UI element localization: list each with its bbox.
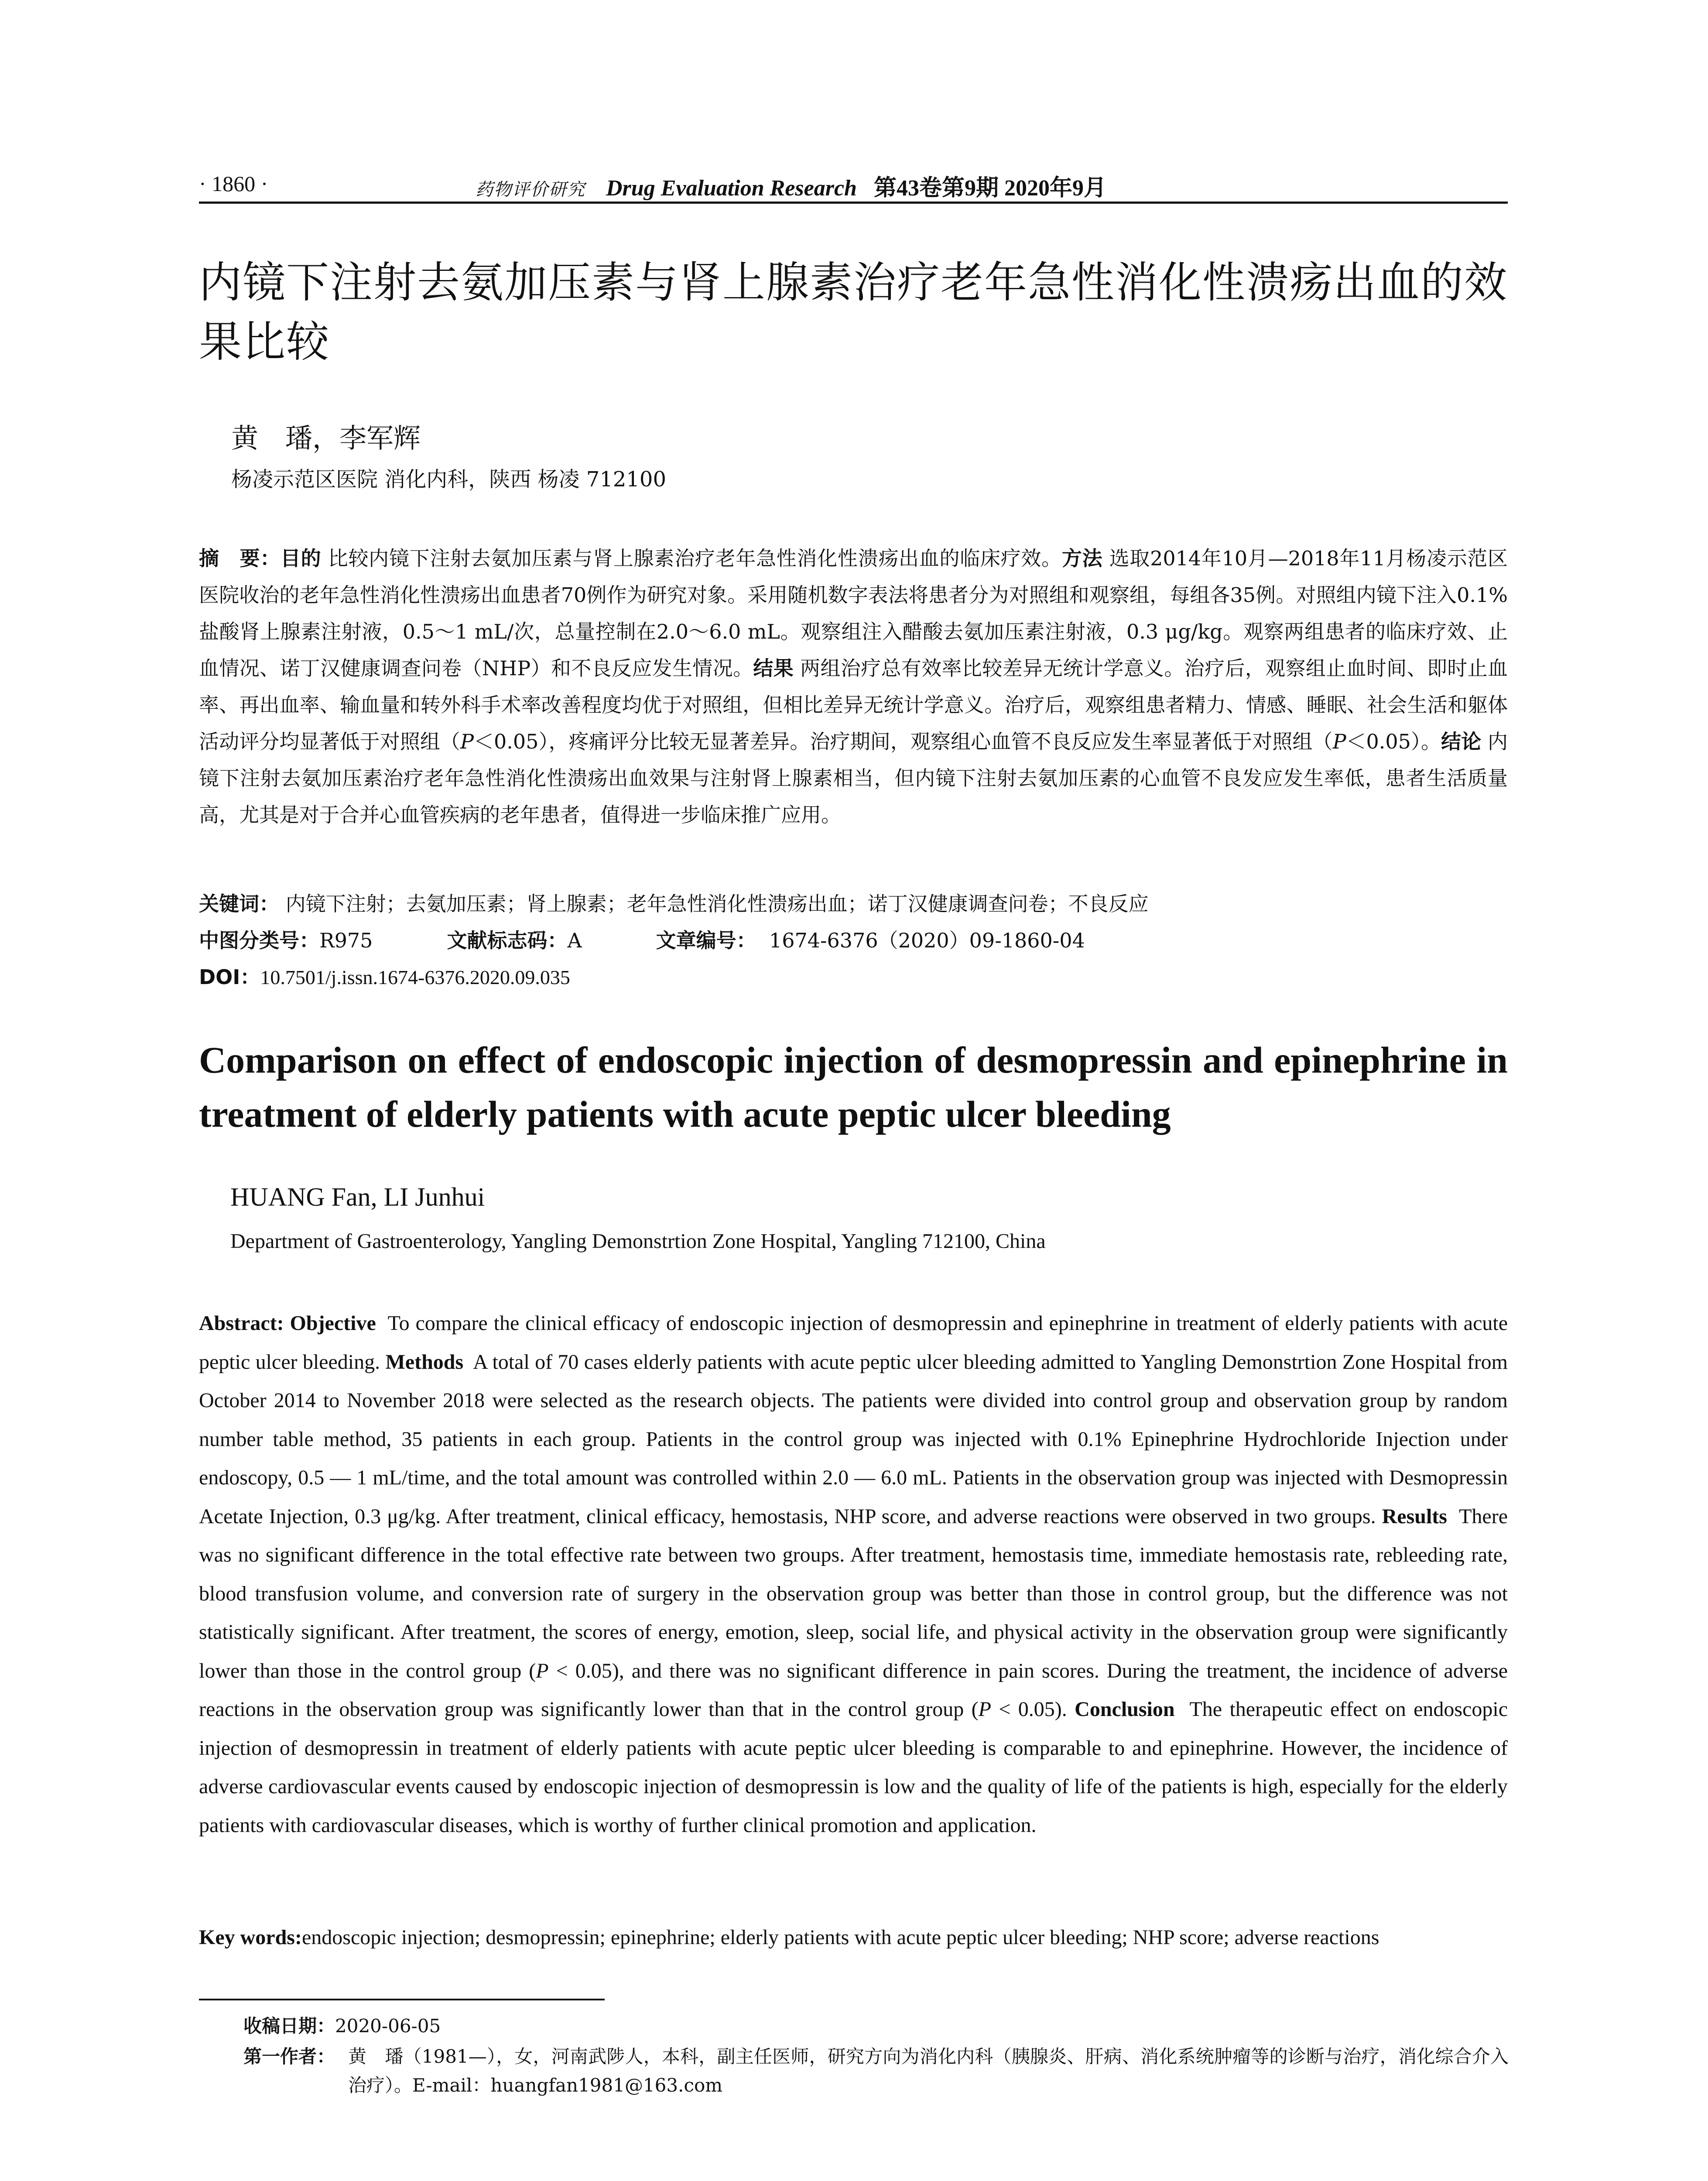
objective-en: To compare the clinical efficacy of endoscopic injection of desmopressin and epinephrine in treatment of elderly patients with acute peptic ulcer bleeding. [199, 1312, 1508, 1374]
methods-en: A total of 70 cases elderly patients with acute peptic ulcer bleeding admitted to Yangling Demonstrtion Zone Hospital from October 2014 to November 2018 were selected as the research objects. The patients were divided into control group and observation group by random number table method, 35 patients in each group. Patients in the control group was injected with 0.1% Epinephrine Hydrochloride Injection under endoscopy, 0.5 — 1 mL/time, and the total amount was controlled within 2.0 — 6.0 mL. Patients in the observation group was injected with Desmopressin Acetate Injection, 0.3 μg/kg. After treatment, clinical efficacy, hemostasis, NHP score, and adverse reactions were observed in two groups. [199, 1350, 1508, 1528]
issue-info-text: 第43卷第9期 2020年9月 [873, 176, 1106, 201]
journal-logo: 药物评价研究 [476, 180, 585, 199]
authors-en: HUANG Fan, LI Junhui [230, 1183, 485, 1211]
doc-code-value: A [567, 929, 582, 952]
results-cn-part1: 两组治疗总有效率比较差异无统计学意义。治疗后，观察组止血时间、即时止血率、再出血率、输血量和转外科手术率改善程度均优于对照组，但相比差异无统计学意义。治疗后，观察组患者精力、情感、睡眠、社会生活和躯体活动评分均显著低于对照组（ [199, 656, 1508, 753]
classification-line [199, 922, 1508, 959]
p-symbol: P [536, 1659, 549, 1682]
page-number: · 1860 · [199, 171, 268, 196]
keywords-en [199, 1918, 1508, 1957]
p-symbol: P [978, 1698, 991, 1721]
objective-cn: 比较内镜下注射去氨加压素与肾上腺素治疗老年急性消化性溃疡出血的临床疗效。 [328, 547, 1062, 570]
conclusion-en: The therapeutic effect on endoscopic injection of desmopressin in treatment of elderly patients with acute peptic ulcer bleeding is comparable to and epinephrine. However, the incidence of adverse cardiovascular events caused by endoscopic injection of desmopressin is low and the quality of life of the patients is high, especially for the elderly patients with cardiovascular diseases, which is worthy of further clinical promotion and application. [199, 1698, 1508, 1837]
keywords-cn [199, 885, 1508, 922]
clc-value: R975 [319, 929, 373, 952]
journal-name: Drug Evaluation Research [606, 176, 857, 201]
affiliation-cn: 杨凌示范区医院 消化内科，陕西 杨凌 712100 [231, 467, 667, 492]
conclusion-cn-label: 结论 [1441, 730, 1482, 753]
header-rule [199, 202, 1508, 204]
abstract-cn [199, 540, 1508, 833]
received-label: 收稿日期： [243, 2015, 335, 2037]
results-en-part3: < 0.05). [991, 1698, 1067, 1721]
abstract-en-label: Abstract: [199, 1312, 284, 1335]
results-en-part2: < 0.05), and there was no significant difference in pain scores. During the treatment, the incidence of adverse reactions in the observation group was significantly lower than that in the control group ( [199, 1659, 1508, 1721]
first-author-label: 第一作者： [243, 2046, 335, 2067]
received-value: 2020-06-05 [335, 2015, 441, 2037]
results-en-part1: There was no significant difference in the total effective rate between two groups. After treatment, hemostasis time, immediate hemostasis rate, rebleeding rate, blood transfusion volume, and conversion rate of surgery in the observation group was better than those in control group, but the difference was not statistically significant. After treatment, the scores of energy, emotion, sleep, social life, and physical activity in the observation group were significantly lower than those in the control group ( [199, 1504, 1508, 1682]
doc-code-label: 文献标志码： [447, 929, 568, 952]
article-title-en: Comparison on effect of endoscopic injection of desmopressin and epinephrine in treatment of elderly patients with acute peptic ulcer bleeding [199, 1039, 1508, 1135]
p-symbol: P [1332, 730, 1346, 753]
issue-info [863, 176, 1106, 201]
doi-line [199, 959, 1508, 996]
keywords-en-label: Key words: [199, 1926, 302, 1949]
results-cn-part2: ＜0.05），疼痛评分比较无显著差异。治疗期间，观察组心血管不良反应发生率显著低于对照组（ [473, 730, 1333, 753]
first-author-text: 黄 璠（1981—），女，河南武陟人，本科，副主任医师，研究方向为消化内科（胰腺炎、肝病、消化系统肿瘤等的诊断与治疗，消化综合介入治疗）。E-mail：huangfan1981@163.com [348, 2046, 1509, 2096]
article-number-label: 文章编号： [656, 929, 756, 952]
results-cn-label: 结果 [753, 656, 794, 680]
keywords-en-text: endoscopic injection; desmopressin; epinephrine; elderly patients with acute peptic ulcer bleeding; NHP score; adverse reactions [301, 1926, 1379, 1949]
affiliation-en: Department of Gastroenterology, Yangling Demonstrtion Zone Hospital, Yangling 712100, China [230, 1230, 1046, 1253]
abstract-en [199, 1304, 1508, 1845]
methods-cn-label: 方法 [1061, 547, 1103, 570]
methods-en-label: Methods [385, 1350, 464, 1374]
authors-cn: 黄 璠，李军辉 [231, 422, 421, 454]
results-en-label: Results [1382, 1504, 1447, 1528]
doi-label: DOI： [199, 965, 260, 989]
methods-cn: 选取2014年10月—2018年11月杨凌示范区医院收治的老年急性消化性溃疡出血患者70例作为研究对象。采用随机数字表法将患者分为对照组和观察组，每组各35例。对照组内镜下注入0.1%盐酸肾上腺素注射液，0.5～1 mL/次，总量控制在2.0～6.0 mL。观察组注入醋酸去氨加压素注射液，0.3 μg/kg。观察两组患者的临床疗效、止血情况、诺丁汉健康调查问卷（NHP）和不良反应发生情况。 [199, 547, 1508, 680]
running-header [476, 169, 1106, 202]
results-cn-part3: ＜0.05）。 [1346, 730, 1441, 753]
first-author-note [243, 2042, 1509, 2100]
abstract-cn-label: 摘 要： [199, 547, 281, 570]
objective-cn-label: 目的 [280, 547, 322, 570]
article-number-value: 1674-6376（2020）09-1860-04 [769, 929, 1085, 952]
conclusion-en-label: Conclusion [1075, 1698, 1175, 1721]
article-title-cn: 内镜下注射去氨加压素与肾上腺素治疗老年急性消化性溃疡出血的效果比较 [199, 258, 1508, 367]
objective-en-label: Objective [290, 1312, 376, 1335]
received-date [243, 2012, 441, 2041]
doi-value: 10.7501/j.issn.1674-6376.2020.09.035 [260, 966, 570, 988]
footnote-rule [199, 1999, 605, 2000]
keywords-cn-label: 关键词： [199, 892, 279, 916]
keywords-cn-text: 内镜下注射；去氨加压素；肾上腺素；老年急性消化性溃疡出血；诺丁汉健康调查问卷；不良反应 [285, 892, 1149, 916]
p-symbol: P [460, 730, 474, 753]
conclusion-cn: 内镜下注射去氨加压素治疗老年急性消化性溃疡出血效果与注射肾上腺素相当，但内镜下注射去氨加压素的心血管不良发应发生率低，患者生活质量高，尤其是对于合并心血管疾病的老年患者，值得进一步临床推广应用。 [199, 730, 1508, 827]
clc-label: 中图分类号： [199, 929, 319, 952]
